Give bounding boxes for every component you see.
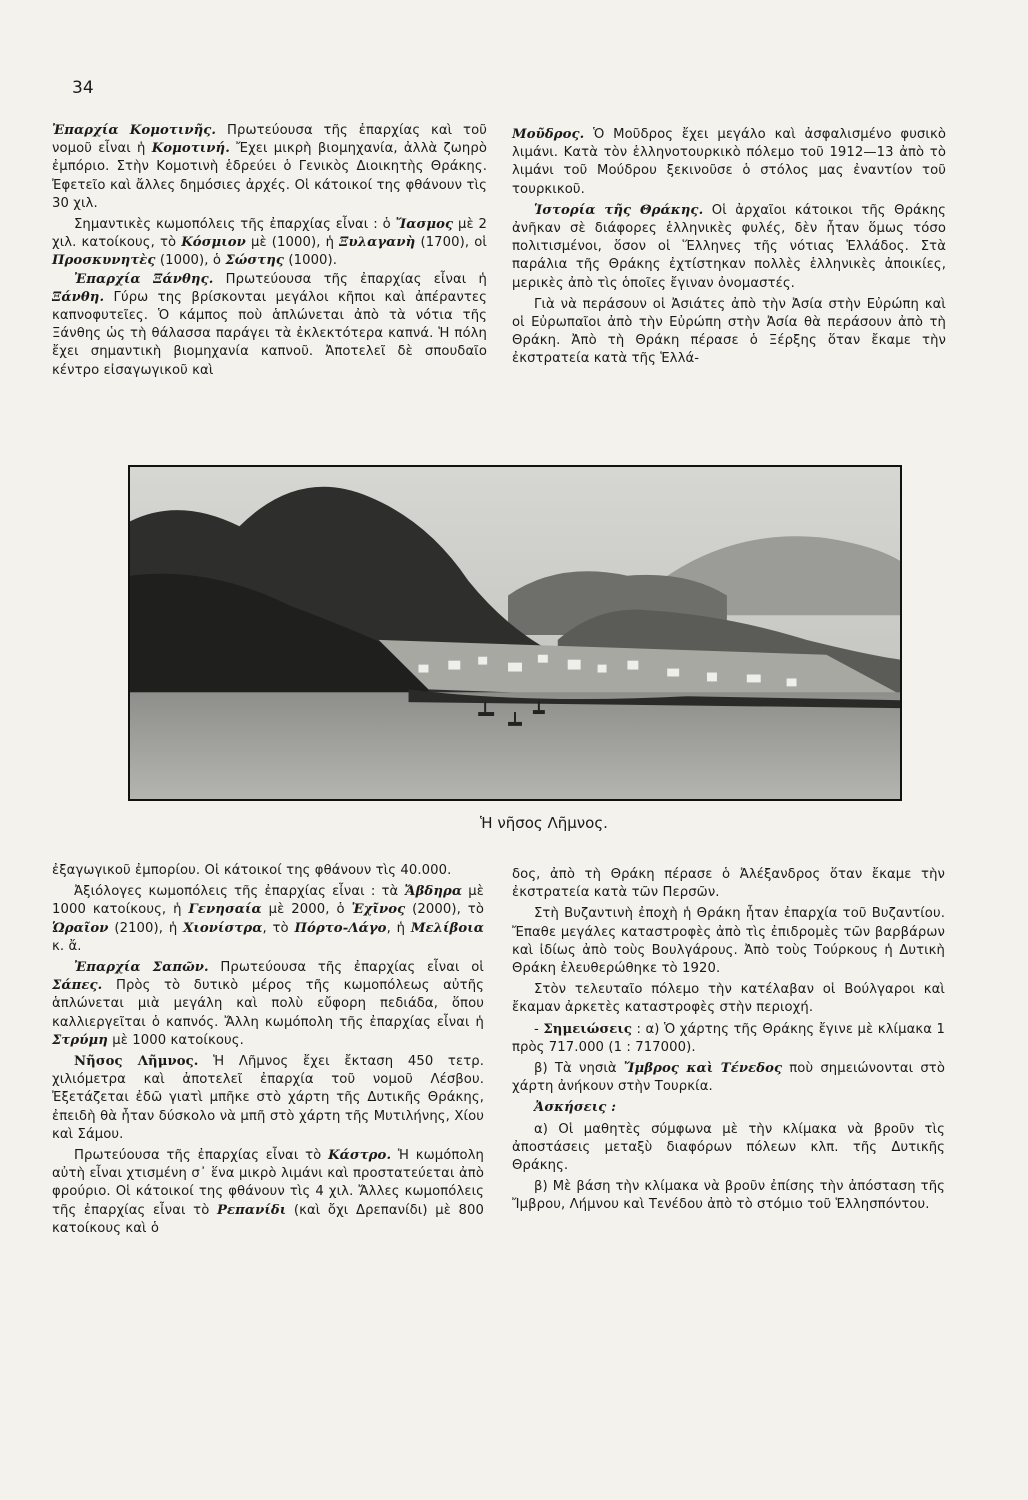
paragraph-asia: Γιὰ νὰ περάσουν οἱ Ἀσιάτες ἀπὸ τὴν Ἀσία στὴν Εὐρώπη καὶ οἱ Εὐρωπαῖοι ἀπὸ τὴν Εὐρώπη στὴν Ἀσία θὰ περάσουν ἀπὸ τὴ Θράκη. Ἀπὸ τὴ Θράκη πέρασε ὁ Ξέρξης ὅταν ἔκαμε τὴν ἐκστρατεία κατὰ τῆς Ἑλλά- — [512, 296, 946, 367]
exercise-a: α) Οἱ μαθητὲς σύμφωνα μὲ τὴν κλίμακα νὰ βροῦν τὶς ἀποστάσεις μεταξὺ διαφόρων πόλεων κλπ. τῆς Δυτικῆς Θράκης. — [512, 1121, 945, 1174]
paragraph-alexander: δος, ἀπὸ τὴ Θράκη πέρασε ὁ Ἀλέξανδρος ὅταν ἔκαμε τὴν ἐκστρατεία κατὰ τῶν Περσῶν. — [512, 867, 945, 901]
harbor-photo-icon — [130, 467, 900, 799]
paragraph-islands: β) Τὰ νησιὰ Ἴμβρος καὶ Τένεδος ποὺ σημειώνονται στὸ χάρτη ἀνήκουν στὴν Τουρκία. — [512, 1061, 945, 1095]
paragraph-xanthi-towns: Ἀξιόλογες κωμοπόλεις τῆς ἐπαρχίας εἶναι : τὰ Ἄβδηρα μὲ 1000 κατοίκους, ἡ Γενησαία μὲ 2000, ὁ Ἐχῖνος (2000), τὸ Ὡραῖον (2100), ἡ Χιονίστρα, τὸ Πόρτο-Λάγο, ἡ Μελίβοια κ. ἄ. — [52, 884, 484, 954]
paragraph-komotini: Ἐπαρχία Κομοτινῆς. Πρωτεύουσα τῆς ἐπαρχίας καὶ τοῦ νομοῦ εἶναι ἡ Κομοτινή. Ἔχει μικρὴ βιομηχανία, ἀλλὰ ζωηρὸ ἐμπόριο. Στὴν Κομοτινὴ ἑδρεύει ὁ Γενικὸς Διοικητὴς Θράκης. Ἐφετεῖο καὶ ἄλλες δημόσιες ἀρχές. Οἱ κάτοικοί της φθάνουν τὶς 30 χιλ. — [52, 123, 487, 211]
heading-xanthi: Ἐπαρχία Ξάνθης. — [74, 271, 214, 287]
left-column-top — [52, 122, 487, 380]
paragraph-byzantine: Στὴ Βυζαντινὴ ἐποχὴ ἡ Θράκη ἦταν ἐπαρχία τοῦ Βυζαντίου. Ἔπαθε μεγάλες καταστροφὲς ἀπὸ τὶς ἐπιδρομὲς τῶν βαρβάρων καὶ ἰδίως ἀπὸ τοὺς Βουλγάρους. Ἀπὸ τοὺς Τούρκους ἡ Δυτικὴ Θράκη ἐλευθερώθηκε τὸ 1920. — [512, 906, 945, 977]
paragraph-xanthi-cont: ἐξαγωγικοῦ ἐμπορίου. Οἱ κάτοικοί της φθάνουν τὶς 40.000. — [52, 863, 452, 878]
left-column-bottom — [52, 862, 484, 1238]
paragraph-kastro: Πρωτεύουσα τῆς ἐπαρχίας εἶναι τὸ Κάστρο. Ἡ κωμόπολη αὐτὴ εἶναι χτισμένη σ᾽ ἕνα μικρὸ λιμάνι καὶ προστατεύεται ἀπὸ φρούριο. Οἱ κάτοικοί της φθάνουν τὶς 4 χιλ. Ἄλλες κωμοπόλεις τῆς ἐπαρχίας εἶναι τὸ Ρεπανίδι (καὶ ὄχι Δρεπανίδι) μὲ 800 κατοίκους καὶ ὁ — [52, 1148, 484, 1236]
exercise-b: β) Μὲ βάση τὴν κλίμακα νὰ βροῦν ἐπίσης τὴν ἀπόσταση τῆς Ἴμβρου, Λήμνου καὶ Τενέδου ἀπὸ τὸ στόμιο τοῦ Ἑλλησπόντου. — [512, 1179, 945, 1213]
harbor-photo — [128, 465, 902, 801]
heading-sapes: Ἐπαρχία Σαπῶν. — [74, 960, 209, 976]
page-number: 34 — [72, 78, 94, 98]
paragraph-komotini-towns: Σημαντικὲς κωμοπόλεις τῆς ἐπαρχίας εἶναι : ὁ Ἴασμος μὲ 2 χιλ. κατοίκους, τὸ Κόσμιον μὲ (1000), ἡ Ξυλαγανὴ (1700), οἱ Προσκυνητὲς (1000), ὁ Σώστης (1000). — [52, 217, 488, 269]
heading-history: Ἱστορία τῆς Θράκης. — [534, 202, 704, 218]
paragraph-history: Ἱστορία τῆς Θράκης. Οἱ ἀρχαῖοι κάτοικοι τῆς Θράκης ἀνῆκαν σὲ διάφορες ἑλληνικὲς φυλές, δὲν ἦταν ὅμως τόσο πολιτισμένοι, ὅσον οἱ Ἕλληνες τῆς νότιας Ἑλλάδος. Στὰ παράλια τῆς Θράκης ἐχτίστηκαν πολλὲς ἑλληνικὲς ἀποικίες, μερικὲς ἀπὸ τὶς ὁποῖες ἔγιναν ὀνομαστές. — [512, 202, 947, 291]
paragraph-sapes: Ἐπαρχία Σαπῶν. Πρωτεύουσα τῆς ἐπαρχίας εἶναι οἱ Σάπες. Πρὸς τὸ δυτικὸ μέρος τῆς κωμοπόλεως αὐτῆς ἁπλώνεται μιὰ μεγάλη καὶ πολὺ εὔφορη πεδιάδα, ὅπου καλλιεργεῖται ὁ καπνός. Ἄλλη κωμόπολη τῆς ἐπαρχίας εἶναι ἡ Στρύμη μὲ 1000 κατοίκους. — [52, 960, 484, 1048]
paragraph-notes: - Σημειώσεις : α) Ὁ χάρτης τῆς Θράκης ἔγινε μὲ κλίμακα 1 πρὸς 717.000 (1 : 717000). — [512, 1021, 945, 1055]
photo-caption: Ἡ νῆσος Λῆμνος. — [480, 814, 608, 832]
paragraph-xanthi: Ἐπαρχία Ξάνθης. Πρωτεύουσα τῆς ἐπαρχίας εἶναι ἡ Ξάνθη. Γύρω της βρίσκονται μεγάλοι κῆποι καὶ ἀπέραντες καπνοφυτεῖες. Ὁ κάμπος ποὺ ἁπλώνεται ἀπὸ τὰ νότια τῆς Ξάνθης ὡς τὴ θάλασσα παράγει τὰ ἐκλεκτότερα καπνά. Ἡ πόλη ἔχει σημαντικὴ βιομηχανία καπνοῦ. Ἀποτελεῖ δὲ σπουδαῖο κέντρο εἰσαγωγικοῦ καὶ — [52, 271, 488, 378]
heading-exercises: Ἀσκήσεις : — [534, 1100, 617, 1116]
right-column-top — [512, 126, 946, 369]
paragraph-lemnos: Νῆσος Λῆμνος. Ἡ Λῆμνος ἔχει ἔκταση 450 τετρ. χιλιόμετρα καὶ ἀποτελεῖ ἐπαρχία τοῦ νομοῦ Λέσβου. Ἐξετάζεται ἐδῶ γιατὶ μπῆκε στὸ χάρτη τῆς Δυτικῆς Θράκης, ἐπειδὴ θὰ ἦταν δύσκολο νὰ μπῆ στὸ χάρτη τῆς Μυτιλήνης, Χίου καὶ Σάμου. — [52, 1054, 485, 1142]
paragraph-war: Στὸν τελευταῖο πόλεμο τὴν κατέλαβαν οἱ Βούλγαροι καὶ ἔκαμαν ἀρκετὲς καταστροφὲς στὴν περιοχή. — [512, 982, 945, 1016]
heading-lemnos: Νῆσος Λῆμνος. — [74, 1054, 199, 1070]
heading-moudros: Μοῦδρος. — [512, 127, 585, 142]
heading-komotini: Ἐπαρχία Κομοτινῆς. — [52, 123, 217, 138]
paragraph-moudros: Μοῦδρος. Ὁ Μοῦδρος ἔχει μεγάλο καὶ ἀσφαλισμένο φυσικὸ λιμάνι. Κατὰ τὸν ἑλληνοτουρκικὸ πόλεμο τοῦ 1912—13 ἀπὸ τὸ λιμάνι τοῦ Μούδρου ξεκινοῦσε ὁ στόλος μας ἐναντίον τοῦ τουρκικοῦ. — [512, 127, 946, 197]
right-column-bottom — [512, 866, 945, 1215]
heading-notes: Σημειώσεις — [543, 1021, 632, 1037]
